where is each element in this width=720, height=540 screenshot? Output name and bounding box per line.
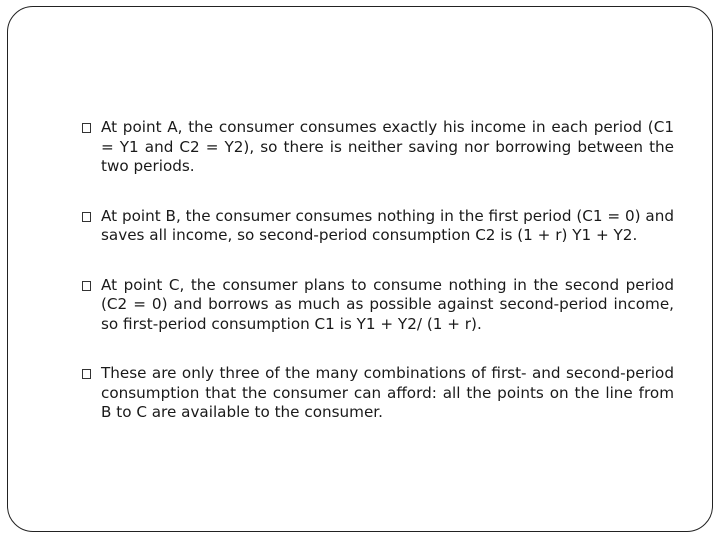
square-bullet-icon (82, 123, 91, 133)
bullet-text: At point C, the consumer plans to consume nothing in the second period (C2 = 0) and borrows as much as possible against second-period income, so first-period consumption C1 is Y1 + Y2/ (1 + r). (101, 275, 674, 333)
bullet-summary (82, 364, 674, 423)
bullet-text: These are only three of the many combinations of first- and second-period consumption that the consumer can afford: all the points on the line from B to C are available to the consumer. (101, 364, 674, 421)
bullet-text: At point A, the consumer consumes exactly his income in each period (C1 = Y1 and C2 = Y2), so there is neither saving nor borrowing between the two periods. (101, 118, 674, 175)
bullet-point-c (82, 276, 674, 335)
square-bullet-icon (82, 212, 91, 222)
bullet-point-b (82, 207, 674, 246)
bullet-list (82, 118, 674, 423)
square-bullet-icon (82, 281, 91, 291)
bullet-point-a (82, 118, 674, 177)
square-bullet-icon (82, 369, 91, 379)
bullet-text: At point B, the consumer consumes nothing in the first period (C1 = 0) and saves all income, so second-period consumption C2 is (1 + r) Y1 + Y2. (101, 206, 674, 244)
